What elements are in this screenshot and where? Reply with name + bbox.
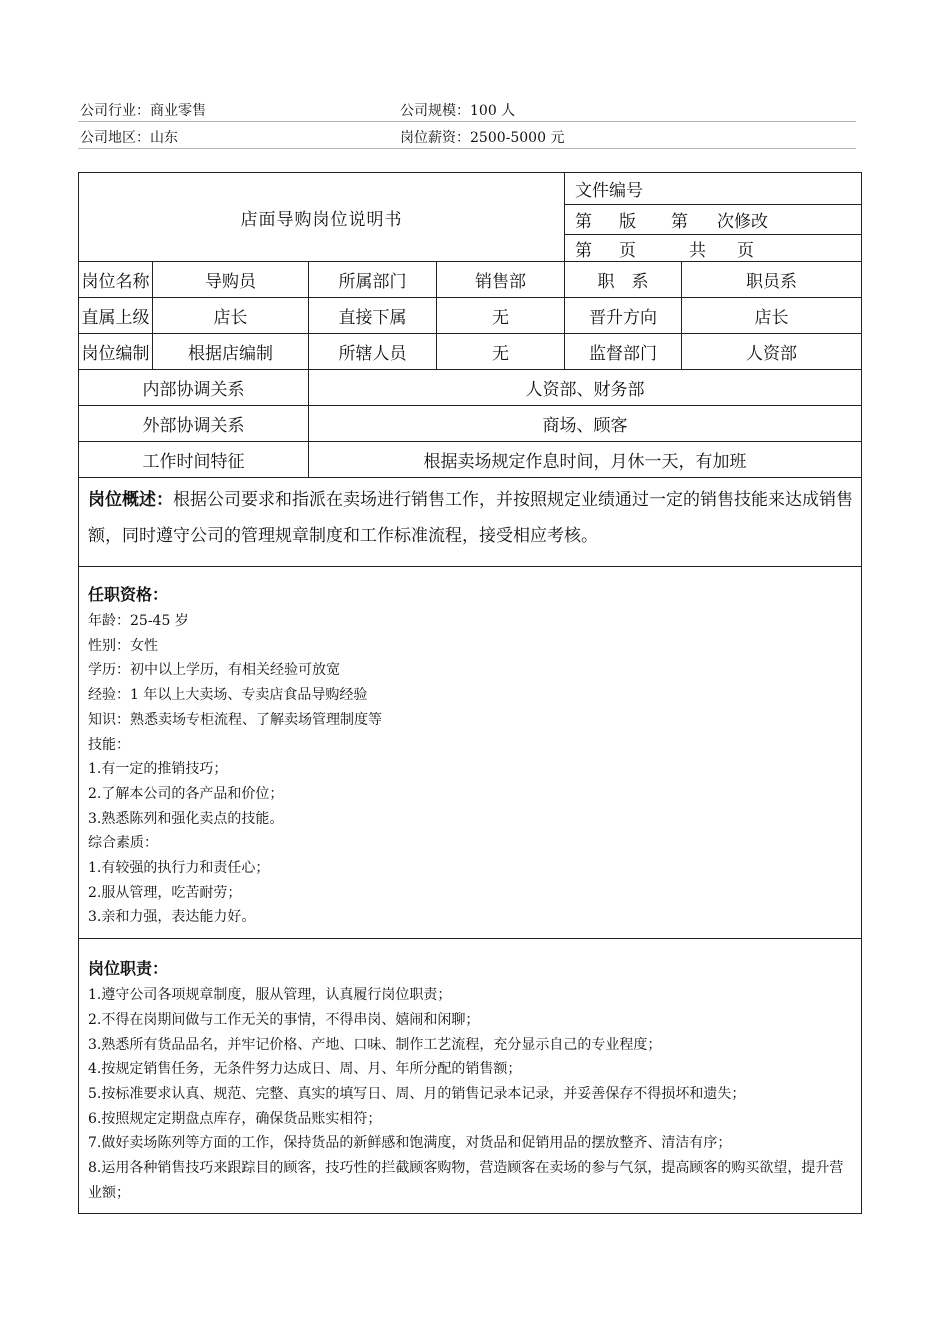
relation-value: 根据卖场规定作息时间，月休一天，有加班 xyxy=(309,442,862,478)
duty-line: 7.做好卖场陈列等方面的工作，保持货品的新鲜感和饱满度，对货品和促销用品的摆放整齐、清洁有序； xyxy=(88,1135,732,1152)
duty-line: 6.按照规定定期盘点库存，确保货品账实相符； xyxy=(88,1110,382,1127)
qualification-line: 2.了解本公司的各产品和价位； xyxy=(88,785,284,802)
relation-label: 工作时间特征 xyxy=(79,442,309,478)
info-cell: 所辖人员 xyxy=(309,334,437,370)
page-text-2: 页 xyxy=(619,240,636,261)
qualification-line: 经验：1 年以上大卖场、专卖店食品导购经验 xyxy=(88,687,368,704)
page-text-3: 共 xyxy=(689,240,706,261)
relation-row xyxy=(79,442,862,478)
qualification-line: 2.服从管理，吃苦耐劳； xyxy=(88,884,242,901)
revision-text-1: 第 xyxy=(575,212,592,232)
info-cell: 店长 xyxy=(682,298,862,334)
relation-row xyxy=(79,406,862,442)
info-cell: 根据店编制 xyxy=(153,334,309,370)
relation-value: 人资部、财务部 xyxy=(309,370,862,406)
info-cell: 职员系 xyxy=(682,262,862,298)
info-cell: 直属上级 xyxy=(79,298,153,334)
summary-text: 根据公司要求和指派在卖场进行销售工作，并按照规定业绩通过一定的销售技能来达成销售额，同时遵守公司的管理规章制度和工作标准流程，接受相应考核。 xyxy=(88,490,853,546)
qualification-line: 性别：女性 xyxy=(88,637,158,654)
company-scale: 公司规模：100 人 xyxy=(400,103,516,119)
revision-text-2: 版 xyxy=(619,212,636,232)
revision-text-4: 次修改 xyxy=(717,212,768,232)
relation-label: 外部协调关系 xyxy=(79,406,309,442)
file-number-label: 文件编号 xyxy=(565,173,862,205)
duties-section xyxy=(79,939,862,1214)
page-count-field xyxy=(565,235,862,262)
qualification-line: 年龄：25-45 岁 xyxy=(88,613,189,629)
info-cell: 直接下属 xyxy=(309,298,437,334)
info-cell: 店长 xyxy=(153,298,309,334)
page-text-1: 第 xyxy=(575,240,592,261)
position-salary: 岗位薪资：2500-5000 元 xyxy=(400,130,565,146)
qualification-line: 1.有较强的执行力和责任心； xyxy=(88,860,270,877)
duty-line: 5.按标准要求认真、规范、完整、真实的填写日、周、月的销售记录本记录，并妥善保存不得损坏和遗失； xyxy=(88,1085,746,1102)
duty-line: 4.按规定销售任务，无条件努力达成日、周、月、年所分配的销售额； xyxy=(88,1061,522,1078)
info-cell: 无 xyxy=(437,298,565,334)
duties-row xyxy=(79,939,862,1214)
qualification-line: 学历：初中以上学历，有相关经验可放宽 xyxy=(88,662,340,679)
document-title: 店面导购岗位说明书 xyxy=(79,173,565,262)
company-meta-row-2 xyxy=(78,124,856,149)
duties-title: 岗位职责： xyxy=(88,959,169,979)
page-text-4: 页 xyxy=(737,240,754,261)
info-cell: 销售部 xyxy=(437,262,565,298)
info-cell: 无 xyxy=(437,334,565,370)
duty-line: 3.熟悉所有货品品名，并牢记价格、产地、口味、制作工艺流程，充分显示自己的专业程度； xyxy=(88,1036,662,1053)
info-cell: 导购员 xyxy=(153,262,309,298)
qualification-line: 技能： xyxy=(88,736,130,753)
company-meta-row-1 xyxy=(78,97,856,122)
qualification-line: 3.熟悉陈列和强化卖点的技能。 xyxy=(88,810,284,827)
job-description-table xyxy=(78,172,862,1214)
company-region: 公司地区：山东 xyxy=(80,130,178,146)
info-row xyxy=(79,262,862,298)
revision-text-3: 第 xyxy=(671,212,688,232)
qualifications-section xyxy=(79,567,862,939)
info-cell: 所属部门 xyxy=(309,262,437,298)
qualification-line: 1.有一定的推销技巧； xyxy=(88,761,228,778)
info-row xyxy=(79,298,862,334)
info-row xyxy=(79,334,862,370)
summary-row xyxy=(79,478,862,567)
qualification-line: 知识：熟悉卖场专柜流程、了解卖场管理制度等 xyxy=(88,711,382,728)
info-cell: 监督部门 xyxy=(565,334,682,370)
qualification-line: 综合素质： xyxy=(88,835,158,852)
relation-row xyxy=(79,370,862,406)
info-cell: 人资部 xyxy=(682,334,862,370)
duty-line: 2.不得在岗期间做与工作无关的事情，不得串岗、嬉闹和闲聊； xyxy=(88,1011,480,1028)
revision-field xyxy=(565,205,862,235)
duty-line: 8.运用各种销售技巧来跟踪目的顾客，技巧性的拦截顾客购物，营造顾客在卖场的参与气氛，提高顾客的购买欲望，提升营业额； xyxy=(88,1160,844,1201)
company-industry: 公司行业：商业零售 xyxy=(80,103,206,119)
relation-value: 商场、顾客 xyxy=(309,406,862,442)
qualification-line: 3.亲和力强，表达能力好。 xyxy=(88,909,256,926)
duty-line: 1.遵守公司各项规章制度，服从管理，认真履行岗位职责； xyxy=(88,987,452,1004)
info-cell: 岗位名称 xyxy=(79,262,153,298)
info-cell: 岗位编制 xyxy=(79,334,153,370)
info-cell: 晋升方向 xyxy=(565,298,682,334)
position-summary xyxy=(79,478,862,567)
qualifications-title: 任职资格： xyxy=(88,585,169,604)
info-cell: 职 系 xyxy=(565,262,682,298)
relation-label: 内部协调关系 xyxy=(79,370,309,406)
summary-label: 岗位概述： xyxy=(88,490,173,510)
qualifications-row xyxy=(79,567,862,939)
